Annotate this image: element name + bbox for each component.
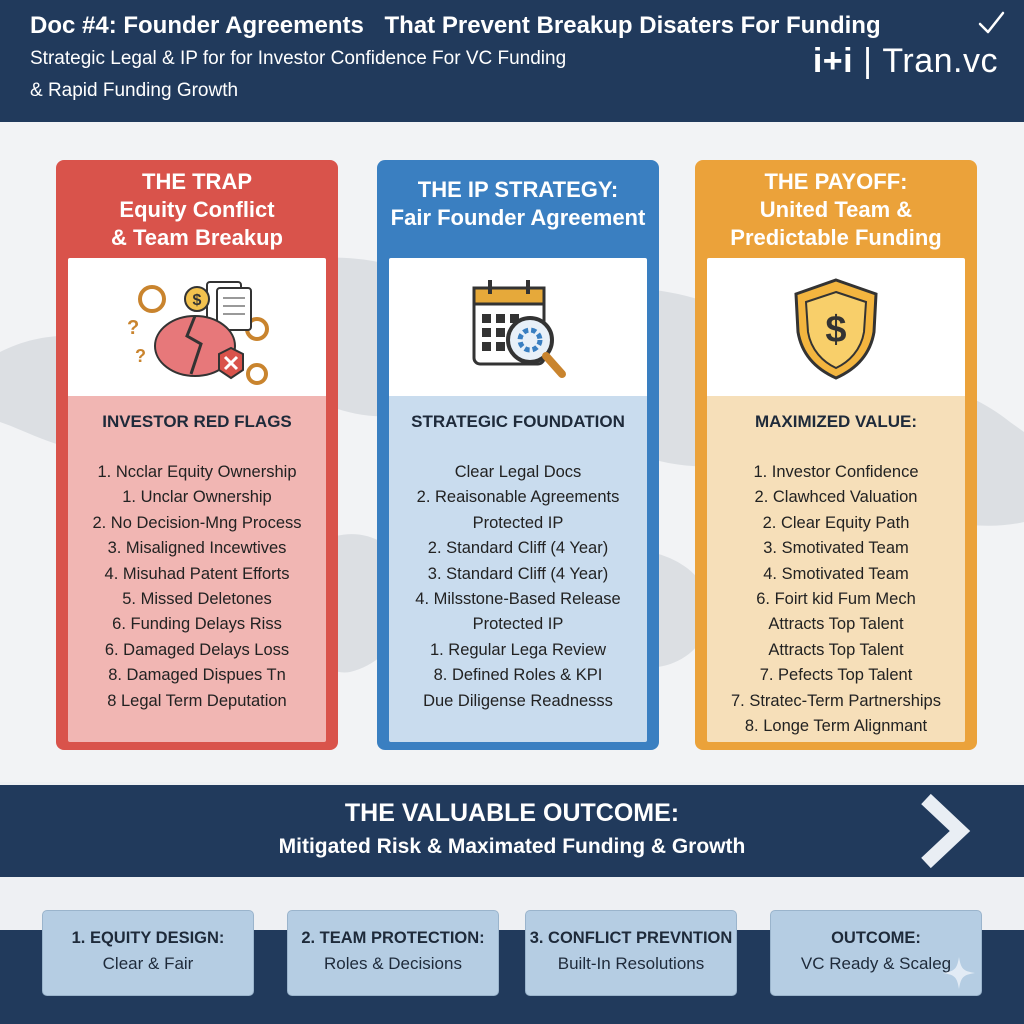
list-item: Protected IP xyxy=(472,615,564,634)
card-team-protection xyxy=(287,910,499,996)
title-main: Doc #4: Founder Agreements xyxy=(30,12,364,39)
panel-trap-list xyxy=(68,460,326,714)
list-item: 2. Reaisonable Agreements xyxy=(416,488,620,507)
panel-ip-strategy-title xyxy=(377,176,659,232)
sparkle-icon xyxy=(939,953,979,993)
list-item: Due Diligense Readnesss xyxy=(423,691,613,710)
list-item: Clear Legal Docs xyxy=(454,463,582,481)
list-item: 4. Milsstone-Based Release xyxy=(415,590,621,609)
brand-logo xyxy=(813,42,998,81)
card-heading: 2. TEAM PROTECTION: xyxy=(301,929,485,947)
list-item: 3. Misaligned Incewtives xyxy=(107,539,287,558)
panel-trap-body xyxy=(68,258,326,742)
list-item: 3. Smotivated Team xyxy=(763,539,909,558)
list-item: 8. Damaged Dispues Tn xyxy=(108,666,286,685)
list-item: 2. Clawhced Valuation xyxy=(754,488,918,507)
outcome-banner xyxy=(0,785,1024,877)
list-item: 1. Unclar Ownership xyxy=(122,488,272,507)
card-value: Built-In Resolutions xyxy=(557,954,705,973)
panel-payoff-illustration xyxy=(707,258,965,396)
panel-trap xyxy=(56,160,338,750)
card-value: Clear & Fair xyxy=(102,954,194,973)
card-value: VC Ready & Scaleg xyxy=(800,954,952,973)
card-heading: OUTCOME: xyxy=(831,929,921,947)
list-item: 6. Funding Delays Riss xyxy=(112,615,282,634)
list-item: 3. Standard Cliff (4 Year) xyxy=(427,564,609,583)
check-icon xyxy=(976,8,1006,38)
panel-trap-illustration xyxy=(68,258,326,396)
svg-text:?: ? xyxy=(127,317,140,339)
panel-title-line: THE TRAP xyxy=(142,169,252,194)
panel-ip-strategy-illustration xyxy=(389,258,647,396)
panel-payoff-list xyxy=(707,460,965,739)
card-heading: 3. CONFLICT PREVNTION xyxy=(529,929,733,947)
svg-text:$: $ xyxy=(825,309,847,351)
brand-name: Tran.vc xyxy=(882,42,998,80)
brand-separator: | xyxy=(863,42,873,80)
list-item: 4. Smotivated Team xyxy=(763,564,909,583)
list-item: 8. Longe Term Alignmant xyxy=(744,717,928,736)
subtitle-line-1: Strategic Legal & IP for for Investor Confidence For VC Funding xyxy=(30,48,567,69)
panel-trap-title xyxy=(56,168,338,252)
list-item: 1. Regular Lega Review xyxy=(429,640,607,659)
chevron-right-icon xyxy=(912,793,988,869)
piggy-bank-broken-icon xyxy=(107,274,287,394)
list-item: Protected IP xyxy=(472,513,564,532)
list-item: 7. Stratec-Term Partnerships xyxy=(731,691,941,710)
panel-title-line: THE PAYOFF: xyxy=(764,169,908,194)
list-item: 6. Foirt kid Fum Mech xyxy=(756,590,916,609)
list-item: Attracts Top Talent xyxy=(768,615,904,634)
panel-ip-strategy-list xyxy=(389,460,647,714)
list-item: 7. Pefects Top Talent xyxy=(759,666,913,685)
card-equity-design xyxy=(42,910,254,996)
list-item: 1. Ncclar Equity Ownership xyxy=(97,463,297,481)
header-banner xyxy=(0,0,1024,122)
list-item: 5. Missed Deletones xyxy=(122,590,272,609)
list-item: Attracts Top Talent xyxy=(768,640,904,659)
list-item: 4. Misuhad Patent Efforts xyxy=(104,564,290,583)
outcome-heading: THE VALUABLE OUTCOME: xyxy=(344,799,680,827)
panel-ip-strategy-heading: STRATEGIC FOUNDATION xyxy=(411,412,625,431)
panel-title-line: United Team & xyxy=(759,197,913,222)
card-value: Roles & Decisions xyxy=(324,954,462,973)
subtitle-line-2: & Rapid Funding Growth xyxy=(30,80,239,101)
panel-title-line: THE IP STRATEGY: xyxy=(417,177,619,202)
panel-trap-heading: INVESTOR RED FLAGS xyxy=(102,412,292,431)
shield-dollar-icon xyxy=(786,274,886,384)
list-item: 2. Clear Equity Path xyxy=(762,513,910,532)
panel-title-line: & Team Breakup xyxy=(111,225,283,250)
title-rest: That Prevent Breakup Disaters For Funding xyxy=(384,12,881,39)
panel-title-line: Fair Founder Agreement xyxy=(390,205,646,230)
list-item: 2. Standard Cliff (4 Year) xyxy=(427,539,609,558)
panel-ip-strategy-body xyxy=(389,258,647,742)
svg-text:$: $ xyxy=(192,292,202,309)
list-item: 8 Legal Term Deputation xyxy=(107,691,287,710)
card-conflict-prevention xyxy=(525,910,737,996)
list-item: 8. Defined Roles & KPI xyxy=(433,666,603,685)
panel-title-line: Equity Conflict xyxy=(119,197,275,222)
list-item: 2. No Decision-Mng Process xyxy=(92,513,302,532)
panel-payoff-heading: MAXIMIZED VALUE: xyxy=(754,412,918,431)
panel-ip-strategy xyxy=(377,160,659,750)
card-heading: 1. EQUITY DESIGN: xyxy=(71,929,225,947)
panel-payoff xyxy=(695,160,977,750)
panel-payoff-title xyxy=(695,168,977,252)
card-outcome xyxy=(770,910,982,996)
panel-payoff-body xyxy=(707,258,965,742)
svg-text:?: ? xyxy=(135,346,146,366)
outcome-subheading: Mitigated Risk & Maximated Funding & Growth xyxy=(278,835,746,858)
list-item: 1. Investor Confidence xyxy=(753,463,919,481)
brand-mark: i+i xyxy=(812,42,854,80)
panel-title-line: Predictable Funding xyxy=(730,225,942,250)
calendar-magnifier-icon xyxy=(458,274,578,394)
list-item: 6. Damaged Delays Loss xyxy=(104,640,290,659)
page-title xyxy=(30,12,881,40)
